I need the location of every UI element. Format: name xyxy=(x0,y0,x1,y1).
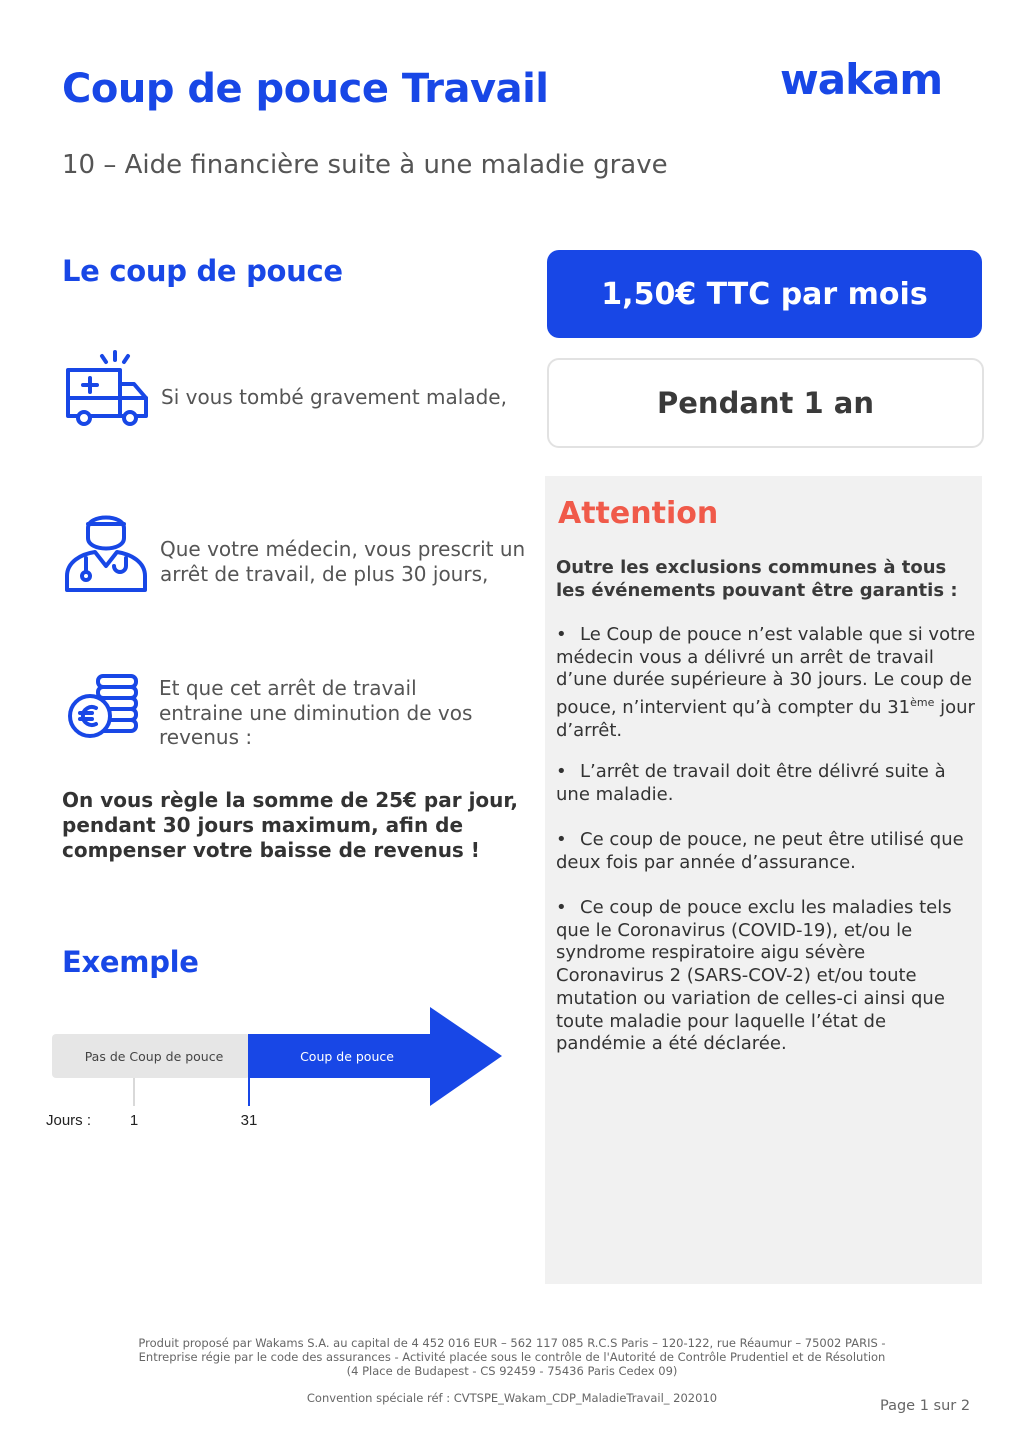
footer-convention: Convention spéciale réf : CVTSPE_Wakam_CDP_MaladieTravail_ 202010 xyxy=(306,1391,718,1405)
attention-bullet-2 xyxy=(556,761,976,806)
page-subtitle: 10 – Aide financière suite à une maladie grave xyxy=(62,150,668,180)
page-number: Page 1 sur 2 xyxy=(880,1398,971,1414)
tick-label-31: 31 xyxy=(240,1112,258,1129)
wakam-logo xyxy=(780,58,960,106)
condition-prescription-text: Que votre médecin, vous prescrit un arrêt de travail, de plus 30 jours, xyxy=(160,537,526,586)
coup-de-pouce-heading: Le coup de pouce xyxy=(62,254,343,288)
logo-text: wakam xyxy=(780,58,943,102)
attention-bullet-1 xyxy=(556,624,976,743)
example-timeline xyxy=(40,1000,510,1144)
bullet-dot: • xyxy=(556,761,567,782)
doctor-icon xyxy=(64,506,150,596)
segment-no-label: Pas de Coup de pouce xyxy=(84,1049,224,1064)
condition-illness-text: Si vous tombé gravement malade, xyxy=(161,385,507,409)
bullet-2-text: L’arrêt de travail doit être délivré suite à une maladie. xyxy=(556,761,946,805)
price-label: 1,50€ TTC par mois xyxy=(601,276,928,312)
footer-legal-line-3: (4 Place de Budapest - CS 92459 - 75436 Paris Cedex 09) xyxy=(346,1364,678,1378)
footer-legal-line-1: Produit proposé par Wakams S.A. au capital de 4 452 016 EUR – 562 117 085 R.C.S Paris – 120-122, rue Réaumur – 75002 PARIS - xyxy=(138,1336,886,1350)
duration-box xyxy=(547,358,984,448)
duration-label: Pendant 1 an xyxy=(657,386,874,420)
attention-bullet-3 xyxy=(556,829,976,874)
attention-intro: Outre les exclusions communes à tous les événements pouvant être garantis : xyxy=(556,557,958,601)
bullet-dot: • xyxy=(556,624,567,645)
bullet-1-superscript: ème xyxy=(910,696,935,710)
bullet-1-text: Le Coup de pouce n’est valable que si votre médecin vous a délivré un arrêt de travail d’une durée supérieure à 30 jours. Le coup de pouce, n’intervient qu’à compter du 31 xyxy=(556,624,976,719)
attention-bullet-4 xyxy=(556,897,976,1056)
page-title: Coup de pouce Travail xyxy=(62,66,549,112)
bullet-1-text-end: jour d’arrêt. xyxy=(556,697,975,741)
axis-label: Jours : xyxy=(46,1112,92,1129)
condition-income-text: Et que cet arrêt de travail entraine une diminution de vos revenus : xyxy=(159,676,473,749)
coins-euro-icon xyxy=(68,672,140,746)
tick-label-1: 1 xyxy=(129,1112,139,1129)
bullet-dot: • xyxy=(556,897,567,918)
bullet-4-text: Ce coup de pouce exclu les maladies tels que le Coronavirus (COVID-19), et/ou le syndrome respiratoire aigu sévère Coronavirus 2 (SARS-COV-2) et/ou toute mutation ou variation de celles-ci ainsi que toute maladie pour laquelle l’état de pandémie a été déclarée. xyxy=(556,897,952,1055)
example-heading: Exemple xyxy=(62,945,199,979)
bullet-3-text: Ce coup de pouce, ne peut être utilisé que deux fois par année d’assurance. xyxy=(556,829,964,873)
price-box xyxy=(547,250,982,338)
segment-yes-label: Coup de pouce xyxy=(300,1049,394,1064)
bullet-dot: • xyxy=(556,829,567,850)
footer-legal-line-2: Entreprise régie par le code des assurances - Activité placée sous le contrôle de l'Autorité de Contrôle Prudentiel et de Résolution xyxy=(138,1350,886,1364)
payment-summary: On vous règle la somme de 25€ par jour, pendant 30 jours maximum, afin de compenser votre baisse de revenus ! xyxy=(62,788,518,862)
attention-title: Attention xyxy=(558,496,719,531)
ambulance-icon xyxy=(64,348,150,432)
